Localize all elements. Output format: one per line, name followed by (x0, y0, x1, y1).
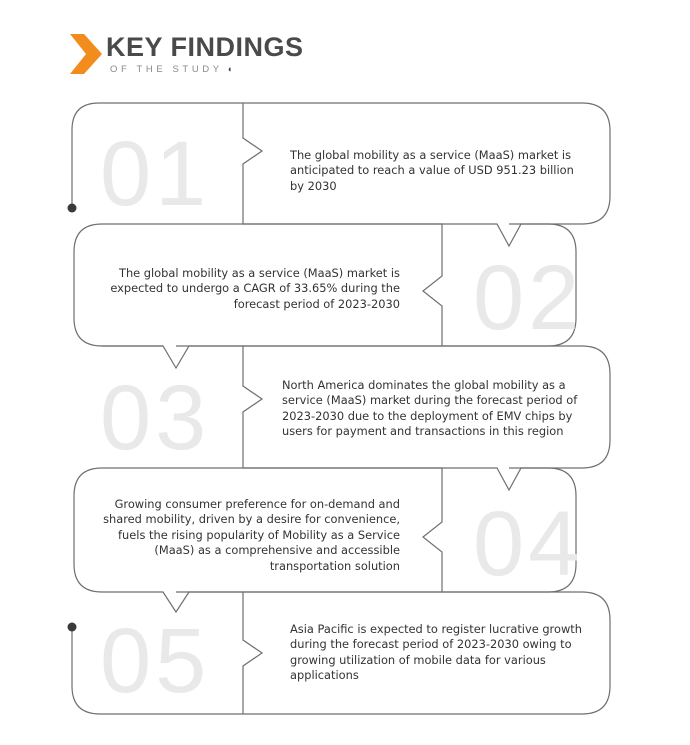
finding-number-4: 04 (473, 493, 584, 595)
finding-text-4: Growing consumer preference for on-demand and shared mobility, driven by a desire for convenience, fuels the rising popularity of Mobility as a Service (MaaS) as a comprehensive and accessible transportation solution (103, 497, 400, 573)
bullet-dot-bottom (68, 623, 77, 632)
bullet-dot-top (68, 204, 77, 213)
moon-icon: ◖ (226, 64, 233, 74)
finding-text-2: The global mobility as a service (MaaS) market is expected to undergo a CAGR of 33.65% during the forecast period of 2023-2030 (110, 266, 400, 311)
finding-number-5: 05 (100, 610, 211, 712)
finding-text-3: North America dominates the global mobility as a service (MaaS) market during the forecast period of 2023-2030 due to the deployment of EMV chips by users for payment and transactions in this region (282, 378, 578, 439)
finding-number-1: 01 (100, 123, 211, 225)
finding-text-1: The global mobility as a service (MaaS) market is anticipated to reach a value of USD 951.23 billion by 2030 (290, 148, 574, 193)
page-title: KEY FINDINGS (106, 32, 304, 62)
finding-number-2: 02 (473, 247, 584, 349)
finding-text-5: Asia Pacific is expected to register lucrative growth during the forecast period of 2023-2030 owing to growing utilization of mobile data for various applications (290, 622, 582, 683)
finding-number-3: 03 (100, 367, 211, 469)
page-subtitle: OF THE STUDY ◖ (110, 64, 233, 75)
